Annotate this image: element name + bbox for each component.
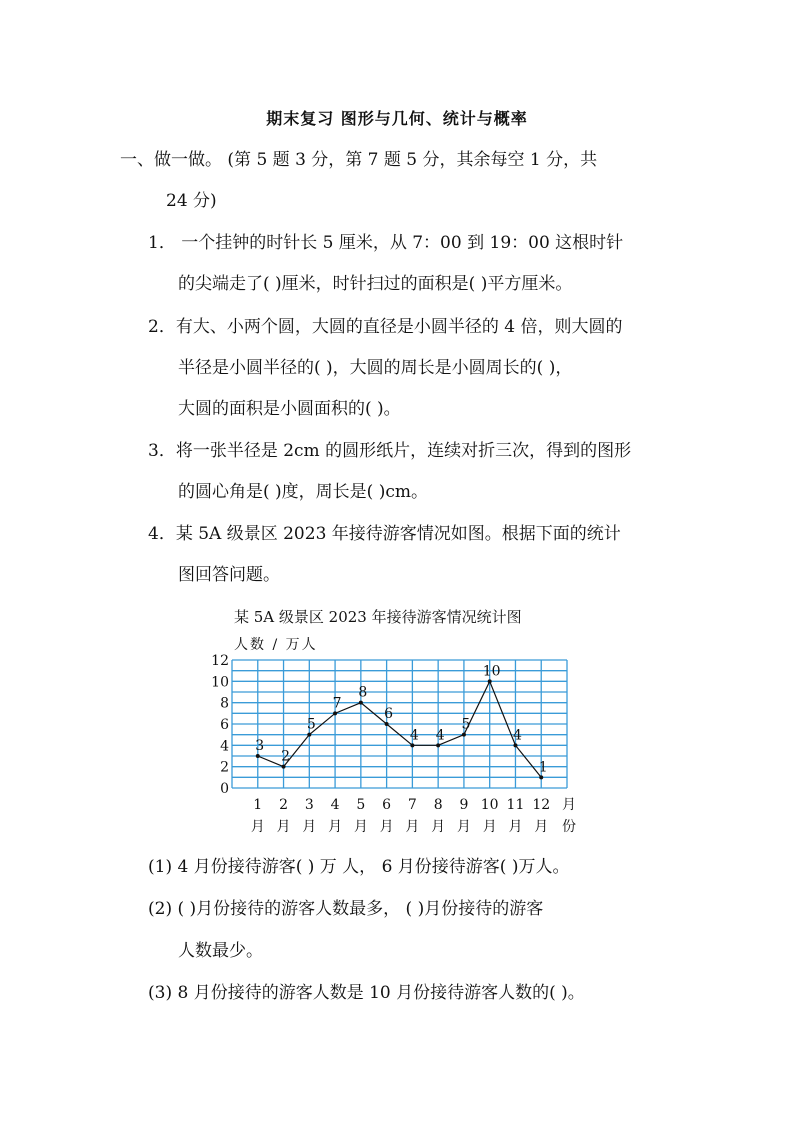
question-3-line-1: 3．将一张半径是 2cm 的圆形纸片，连续对折三次，得到的图形 (148, 441, 632, 461)
x-tick-label: 7 (407, 797, 417, 813)
question-2-line-1: 2．有大、小两个圆，大圆的直径是小圆半径的 4 倍，则大圆的 (148, 317, 623, 337)
data-point (307, 733, 311, 737)
x-tick-unit: 月 (276, 819, 291, 835)
data-point (256, 754, 260, 758)
x-axis-end-label: 份 (562, 819, 576, 835)
x-tick-unit: 月 (405, 819, 420, 835)
y-tick-label: 6 (220, 717, 229, 733)
x-tick-unit: 月 (379, 819, 394, 835)
x-tick-label: 1 (253, 797, 263, 813)
data-label: 8 (358, 684, 368, 701)
x-tick-label: 12 (532, 797, 551, 813)
data-label: 1 (538, 759, 548, 776)
y-tick-label: 10 (211, 674, 229, 691)
line-chart (200, 650, 600, 840)
question-4-line-2: 图回答问题。 (178, 565, 280, 585)
x-tick-unit: 月 (456, 819, 471, 835)
x-tick-label: 6 (382, 797, 392, 813)
x-tick-unit: 月 (250, 819, 265, 835)
data-point (488, 679, 492, 683)
question-4-line-1: 4．某 5A 级景区 2023 年接待游客情况如图。根据下面的统计 (148, 524, 621, 544)
x-tick-label: 2 (279, 797, 288, 813)
x-tick-unit: 月 (302, 819, 317, 835)
x-tick-label: 10 (480, 797, 499, 813)
question-1-line-2: 的尖端走了( )厘米，时针扫过的面积是( )平方厘米。 (178, 274, 573, 294)
data-label: 4 (409, 727, 419, 744)
data-label: 10 (482, 663, 501, 680)
y-tick-label: 2 (220, 759, 229, 776)
chart-y-axis-label: 人数 / 万人 (234, 637, 318, 653)
x-tick-unit: 月 (353, 819, 368, 835)
data-point (436, 743, 440, 747)
x-tick-unit: 月 (482, 819, 497, 835)
y-tick-label: 0 (220, 781, 229, 797)
question-2-line-2: 半径是小圆半径的( )，大圆的周长是小圆周长的( )， (178, 358, 573, 378)
section-heading: 一、做一做。 (第 5 题 3 分，第 7 题 5 分，其余每空 1 分，共 (120, 150, 598, 170)
y-tick-label: 12 (211, 653, 229, 669)
data-point (333, 711, 337, 715)
series-line (258, 681, 541, 777)
x-tick-label: 8 (433, 797, 443, 813)
y-tick-label: 8 (220, 695, 229, 712)
sub-question-1: (1) 4 月份接待游客( ) 万 人， 6 月份接待游客( )万人。 (148, 857, 570, 877)
data-label: 4 (435, 727, 445, 744)
chart-title: 某 5A 级景区 2023 年接待游客情况统计图 (234, 608, 522, 626)
sub-question-2-line-1: (2) ( )月份接待的游客人数最多， ( )月份接待的游客 (148, 899, 544, 919)
x-tick-label: 3 (304, 797, 314, 813)
data-label: 5 (461, 716, 471, 733)
data-label: 6 (384, 706, 394, 722)
data-label: 7 (332, 695, 342, 712)
data-label: 4 (513, 727, 522, 744)
sub-question-2-line-2: 人数最少。 (178, 941, 263, 961)
data-point (359, 701, 363, 705)
x-tick-label: 5 (356, 797, 366, 813)
x-tick-label: 11 (506, 797, 525, 813)
section-heading-cont: 24 分) (166, 191, 217, 211)
question-2-line-3: 大圆的面积是小圆面积的( )。 (178, 399, 401, 419)
data-point (282, 765, 286, 769)
x-tick-unit: 月 (534, 819, 549, 835)
sub-question-3: (3) 8 月份接待的游客人数是 10 月份接待游客人数的( )。 (148, 983, 585, 1003)
data-point (410, 743, 414, 747)
data-point (385, 722, 389, 726)
data-label: 3 (255, 738, 265, 754)
x-tick-unit: 月 (508, 819, 523, 835)
y-tick-label: 4 (220, 738, 229, 755)
x-tick-label: 4 (330, 797, 340, 813)
x-tick-unit: 月 (328, 819, 343, 835)
x-tick-unit: 月 (431, 819, 446, 835)
page-title: 期末复习 图形与几何、统计与概率 (266, 109, 528, 128)
x-tick-label: 9 (459, 797, 469, 813)
data-point (539, 775, 543, 779)
question-1-line-1: 1． 一个挂钟的时针长 5 厘米，从 7：00 到 19：00 这根时针 (148, 233, 624, 253)
x-axis-end-label: 月 (562, 797, 576, 813)
data-label: 2 (281, 748, 290, 765)
question-3-line-2: 的圆心角是( )度，周长是( )cm。 (178, 482, 428, 502)
data-label: 5 (306, 716, 316, 733)
data-point (513, 743, 517, 747)
data-point (462, 733, 466, 737)
